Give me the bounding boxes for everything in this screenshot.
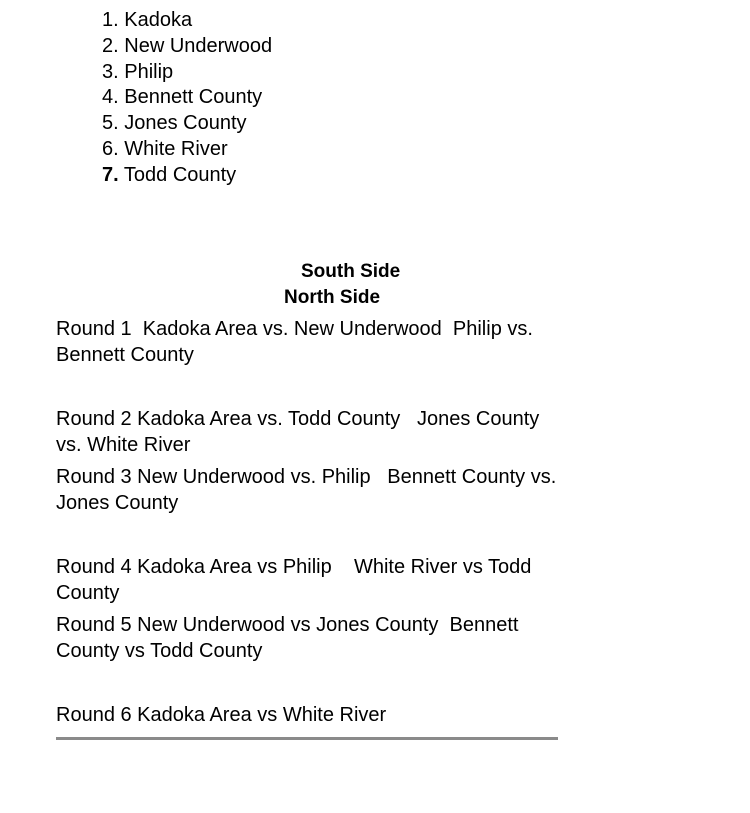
round-1-matchups: Round 1 Kadoka Area vs. New Underwood Philip vs. Bennett County	[56, 318, 539, 366]
seed-number: 4.	[102, 86, 119, 109]
seed-team: Jones County	[124, 112, 247, 135]
round-5-matchups: Round 5 New Underwood vs Jones County Bennett County vs Todd County	[56, 614, 525, 662]
seed-item	[102, 85, 272, 111]
seed-number: 7.	[102, 163, 119, 186]
round-6-matchups: Round 6 Kadoka Area vs White River	[56, 704, 387, 726]
seed-item	[102, 60, 272, 86]
seed-team: White River	[124, 137, 228, 160]
seed-item	[102, 137, 272, 163]
seed-list	[102, 8, 272, 189]
seed-item	[102, 8, 272, 34]
seed-item	[102, 111, 272, 137]
seed-team: Kadoka	[124, 9, 193, 31]
round-4-matchups: Round 4 Kadoka Area vs Philip White River vs Todd County	[56, 556, 537, 604]
seed-number: 1.	[102, 9, 119, 31]
seed-team: Todd County	[123, 163, 237, 186]
seed-number: 6.	[102, 137, 119, 160]
seed-number: 3.	[102, 60, 119, 83]
round-2-matchups: Round 2 Kadoka Area vs. Todd County Jones County vs. White River	[56, 408, 545, 456]
horizontal-divider	[56, 737, 558, 740]
seed-item	[102, 163, 272, 189]
north-side-heading: North Side	[284, 287, 381, 308]
seed-number: 2.	[102, 34, 119, 57]
seed-item	[102, 34, 272, 60]
seed-team: Philip	[124, 60, 174, 83]
seed-team: New Underwood	[124, 34, 273, 57]
round-3-matchups: Round 3 New Underwood vs. Philip Bennett County vs. Jones County	[56, 466, 562, 514]
seed-number: 5.	[102, 112, 119, 135]
south-side-heading: South Side	[301, 261, 401, 282]
seed-team: Bennett County	[124, 86, 263, 109]
